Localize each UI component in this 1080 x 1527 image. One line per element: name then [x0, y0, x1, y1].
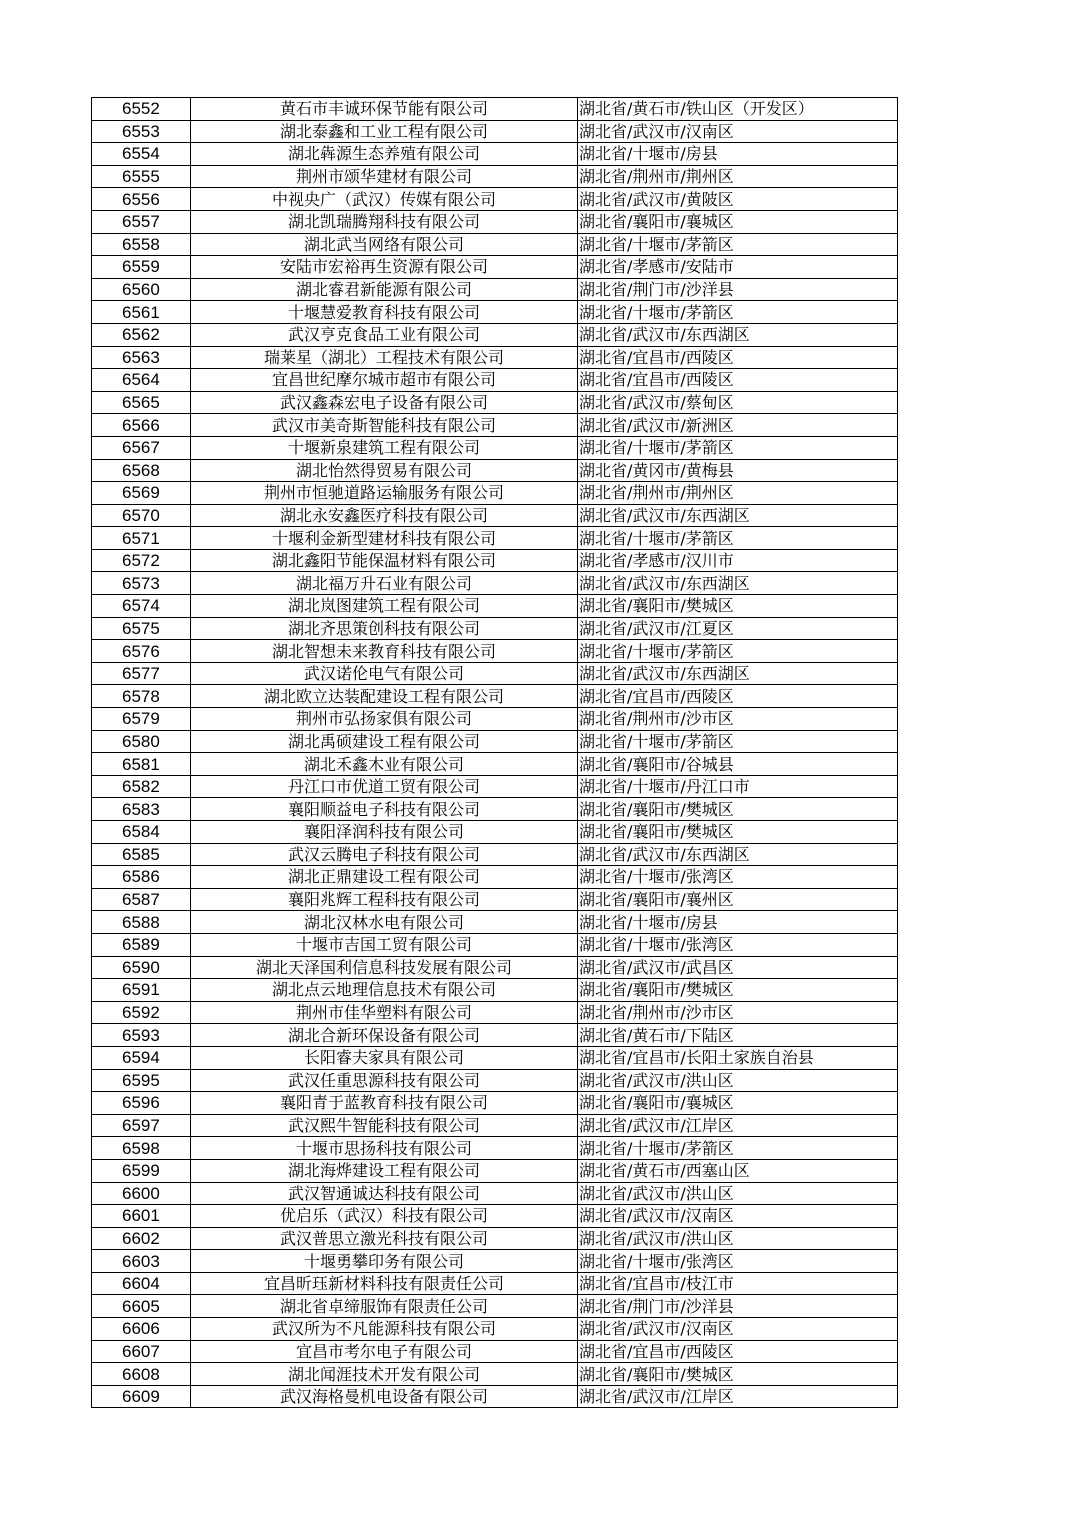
table-row [92, 866, 898, 889]
row-number: 6585 [92, 843, 191, 866]
region: 湖北省/孝感市/安陆市 [578, 256, 898, 279]
region: 湖北省/襄阳市/襄城区 [578, 210, 898, 233]
row-number: 6598 [92, 1137, 191, 1160]
company-name: 中视央广（武汉）传媒有限公司 [191, 188, 578, 211]
row-number: 6558 [92, 233, 191, 256]
region: 湖北省/宜昌市/西陵区 [578, 346, 898, 369]
region: 湖北省/十堰市/茅箭区 [578, 301, 898, 324]
row-number: 6607 [92, 1340, 191, 1363]
row-number: 6605 [92, 1295, 191, 1318]
row-number: 6579 [92, 708, 191, 731]
company-name: 宜昌世纪摩尔城市超市有限公司 [191, 369, 578, 392]
region: 湖北省/十堰市/茅箭区 [578, 730, 898, 753]
table-row [92, 572, 898, 595]
row-number: 6555 [92, 165, 191, 188]
region: 湖北省/荆门市/沙洋县 [578, 278, 898, 301]
table-row [92, 1318, 898, 1341]
company-table [91, 97, 898, 1408]
region: 湖北省/武汉市/武昌区 [578, 956, 898, 979]
company-name: 湖北凯瑞腾翔科技有限公司 [191, 210, 578, 233]
table-row [92, 165, 898, 188]
company-name: 湖北武当网络有限公司 [191, 233, 578, 256]
company-name: 武汉智通诚达科技有限公司 [191, 1182, 578, 1205]
row-number: 6560 [92, 278, 191, 301]
company-name: 武汉海格曼机电设备有限公司 [191, 1385, 578, 1408]
row-number: 6580 [92, 730, 191, 753]
region: 湖北省/宜昌市/西陵区 [578, 1340, 898, 1363]
table-row [92, 1340, 898, 1363]
region: 湖北省/黄石市/西塞山区 [578, 1159, 898, 1182]
table-row [92, 1114, 898, 1137]
region: 湖北省/武汉市/江岸区 [578, 1114, 898, 1137]
row-number: 6577 [92, 662, 191, 685]
region: 湖北省/十堰市/房县 [578, 143, 898, 166]
company-name: 湖北齐思策创科技有限公司 [191, 617, 578, 640]
company-name: 优启乐（武汉）科技有限公司 [191, 1205, 578, 1228]
row-number: 6564 [92, 369, 191, 392]
region: 湖北省/十堰市/张湾区 [578, 933, 898, 956]
region: 湖北省/武汉市/汉南区 [578, 1318, 898, 1341]
table-row [92, 301, 898, 324]
table-row [92, 595, 898, 618]
row-number: 6583 [92, 798, 191, 821]
table-row [92, 1363, 898, 1386]
company-name: 湖北泰鑫和工业工程有限公司 [191, 120, 578, 143]
row-number: 6572 [92, 549, 191, 572]
row-number: 6587 [92, 888, 191, 911]
region: 湖北省/黄冈市/黄梅县 [578, 459, 898, 482]
row-number: 6552 [92, 98, 191, 121]
region: 湖北省/十堰市/张湾区 [578, 1250, 898, 1273]
table-row [92, 821, 898, 844]
company-name: 襄阳泽润科技有限公司 [191, 821, 578, 844]
region: 湖北省/武汉市/洪山区 [578, 1182, 898, 1205]
table-row [92, 1182, 898, 1205]
table-row [92, 1250, 898, 1273]
company-name: 瑞莱星（湖北）工程技术有限公司 [191, 346, 578, 369]
company-name: 武汉任重思源科技有限公司 [191, 1069, 578, 1092]
company-name: 湖北天泽国利信息科技发展有限公司 [191, 956, 578, 979]
company-name: 宜昌市考尔电子有限公司 [191, 1340, 578, 1363]
region: 湖北省/襄阳市/襄州区 [578, 888, 898, 911]
company-name: 湖北欧立达装配建设工程有限公司 [191, 685, 578, 708]
row-number: 6601 [92, 1205, 191, 1228]
company-name: 十堰市思扬科技有限公司 [191, 1137, 578, 1160]
company-name: 湖北犇源生态养殖有限公司 [191, 143, 578, 166]
row-number: 6588 [92, 911, 191, 934]
company-name: 湖北福万升石业有限公司 [191, 572, 578, 595]
table-row [92, 1159, 898, 1182]
company-name: 湖北禹硕建设工程有限公司 [191, 730, 578, 753]
region: 湖北省/荆州市/沙市区 [578, 1001, 898, 1024]
row-number: 6554 [92, 143, 191, 166]
region: 湖北省/武汉市/汉南区 [578, 120, 898, 143]
row-number: 6574 [92, 595, 191, 618]
table-row [92, 98, 898, 121]
table-row [92, 120, 898, 143]
region: 湖北省/宜昌市/枝江市 [578, 1272, 898, 1295]
row-number: 6573 [92, 572, 191, 595]
table-row [92, 956, 898, 979]
row-number: 6600 [92, 1182, 191, 1205]
company-name: 湖北智想未来教育科技有限公司 [191, 640, 578, 663]
region: 湖北省/襄阳市/樊城区 [578, 595, 898, 618]
company-name: 武汉普思立激光科技有限公司 [191, 1227, 578, 1250]
company-name: 武汉亨克食品工业有限公司 [191, 323, 578, 346]
row-number: 6603 [92, 1250, 191, 1273]
region: 湖北省/武汉市/新洲区 [578, 414, 898, 437]
company-name: 武汉鑫森宏电子设备有限公司 [191, 391, 578, 414]
company-name: 荆州市弘扬家俱有限公司 [191, 708, 578, 731]
table-row [92, 753, 898, 776]
row-number: 6592 [92, 1001, 191, 1024]
region: 湖北省/十堰市/张湾区 [578, 866, 898, 889]
company-name: 宜昌昕珏新材料科技有限责任公司 [191, 1272, 578, 1295]
table-row [92, 685, 898, 708]
region: 湖北省/襄阳市/襄城区 [578, 1092, 898, 1115]
table-row [92, 459, 898, 482]
company-name: 荆州市颂华建材有限公司 [191, 165, 578, 188]
region: 湖北省/襄阳市/樊城区 [578, 979, 898, 1002]
row-number: 6593 [92, 1024, 191, 1047]
company-name: 湖北怡然得贸易有限公司 [191, 459, 578, 482]
company-name: 湖北禾鑫木业有限公司 [191, 753, 578, 776]
row-number: 6595 [92, 1069, 191, 1092]
row-number: 6569 [92, 482, 191, 505]
company-name: 湖北海烨建设工程有限公司 [191, 1159, 578, 1182]
row-number: 6566 [92, 414, 191, 437]
table-row [92, 1272, 898, 1295]
region: 湖北省/襄阳市/樊城区 [578, 798, 898, 821]
company-name: 襄阳顺益电子科技有限公司 [191, 798, 578, 821]
region: 湖北省/武汉市/蔡甸区 [578, 391, 898, 414]
table-row [92, 527, 898, 550]
company-name: 荆州市恒驰道路运输服务有限公司 [191, 482, 578, 505]
row-number: 6565 [92, 391, 191, 414]
company-name: 武汉云腾电子科技有限公司 [191, 843, 578, 866]
table-row [92, 888, 898, 911]
row-number: 6602 [92, 1227, 191, 1250]
table-row [92, 436, 898, 459]
company-name: 十堰新泉建筑工程有限公司 [191, 436, 578, 459]
region: 湖北省/荆门市/沙洋县 [578, 1295, 898, 1318]
company-table-body [92, 98, 898, 1408]
table-row [92, 188, 898, 211]
region: 湖北省/宜昌市/西陵区 [578, 685, 898, 708]
row-number: 6596 [92, 1092, 191, 1115]
company-name: 十堰慧爱教育科技有限公司 [191, 301, 578, 324]
row-number: 6559 [92, 256, 191, 279]
row-number: 6582 [92, 775, 191, 798]
row-number: 6575 [92, 617, 191, 640]
table-row [92, 504, 898, 527]
region: 湖北省/荆州市/荆州区 [578, 482, 898, 505]
table-row [92, 1001, 898, 1024]
region: 湖北省/武汉市/江夏区 [578, 617, 898, 640]
company-name: 长阳睿夫家具有限公司 [191, 1046, 578, 1069]
table-row [92, 617, 898, 640]
row-number: 6606 [92, 1318, 191, 1341]
region: 湖北省/武汉市/江岸区 [578, 1385, 898, 1408]
row-number: 6581 [92, 753, 191, 776]
row-number: 6557 [92, 210, 191, 233]
table-row [92, 210, 898, 233]
table-row [92, 278, 898, 301]
row-number: 6591 [92, 979, 191, 1002]
table-row [92, 1069, 898, 1092]
row-number: 6589 [92, 933, 191, 956]
company-name: 武汉所为不凡能源科技有限公司 [191, 1318, 578, 1341]
row-number: 6563 [92, 346, 191, 369]
table-row [92, 369, 898, 392]
table-row [92, 1137, 898, 1160]
region: 湖北省/宜昌市/长阳土家族自治县 [578, 1046, 898, 1069]
region: 湖北省/武汉市/东西湖区 [578, 504, 898, 527]
row-number: 6570 [92, 504, 191, 527]
region: 湖北省/黄石市/下陆区 [578, 1024, 898, 1047]
company-name: 湖北闻涯技术开发有限公司 [191, 1363, 578, 1386]
row-number: 6584 [92, 821, 191, 844]
table-row [92, 1046, 898, 1069]
region: 湖北省/宜昌市/西陵区 [578, 369, 898, 392]
company-name: 武汉市美奇斯智能科技有限公司 [191, 414, 578, 437]
company-name: 荆州市佳华塑料有限公司 [191, 1001, 578, 1024]
company-name: 武汉熙牛智能科技有限公司 [191, 1114, 578, 1137]
company-name: 十堰勇攀印务有限公司 [191, 1250, 578, 1273]
table-row [92, 662, 898, 685]
table-row [92, 414, 898, 437]
table-row [92, 933, 898, 956]
region: 湖北省/十堰市/茅箭区 [578, 436, 898, 459]
table-row [92, 143, 898, 166]
company-name: 湖北睿君新能源有限公司 [191, 278, 578, 301]
region: 湖北省/十堰市/茅箭区 [578, 640, 898, 663]
row-number: 6590 [92, 956, 191, 979]
row-number: 6599 [92, 1159, 191, 1182]
region: 湖北省/武汉市/东西湖区 [578, 843, 898, 866]
company-name: 安陆市宏裕再生资源有限公司 [191, 256, 578, 279]
region: 湖北省/荆州市/沙市区 [578, 708, 898, 731]
row-number: 6553 [92, 120, 191, 143]
row-number: 6604 [92, 1272, 191, 1295]
region: 湖北省/襄阳市/樊城区 [578, 1363, 898, 1386]
region: 湖北省/十堰市/茅箭区 [578, 527, 898, 550]
company-name: 湖北点云地理信息技术有限公司 [191, 979, 578, 1002]
company-name: 襄阳青于蓝教育科技有限公司 [191, 1092, 578, 1115]
table-row [92, 1092, 898, 1115]
row-number: 6568 [92, 459, 191, 482]
table-row [92, 843, 898, 866]
region: 湖北省/十堰市/茅箭区 [578, 1137, 898, 1160]
row-number: 6561 [92, 301, 191, 324]
region: 湖北省/武汉市/东西湖区 [578, 572, 898, 595]
region: 湖北省/黄石市/铁山区（开发区） [578, 98, 898, 121]
company-name: 丹江口市优道工贸有限公司 [191, 775, 578, 798]
company-name: 襄阳兆辉工程科技有限公司 [191, 888, 578, 911]
region: 湖北省/襄阳市/樊城区 [578, 821, 898, 844]
table-row [92, 1227, 898, 1250]
company-name: 湖北岚图建筑工程有限公司 [191, 595, 578, 618]
region: 湖北省/十堰市/丹江口市 [578, 775, 898, 798]
table-row [92, 979, 898, 1002]
region: 湖北省/武汉市/东西湖区 [578, 662, 898, 685]
region: 湖北省/十堰市/房县 [578, 911, 898, 934]
table-row [92, 730, 898, 753]
region: 湖北省/武汉市/汉南区 [578, 1205, 898, 1228]
company-name: 湖北汉林水电有限公司 [191, 911, 578, 934]
row-number: 6608 [92, 1363, 191, 1386]
table-row [92, 346, 898, 369]
row-number: 6562 [92, 323, 191, 346]
region: 湖北省/孝感市/汉川市 [578, 549, 898, 572]
company-name: 武汉诺伦电气有限公司 [191, 662, 578, 685]
table-row [92, 640, 898, 663]
table-row [92, 798, 898, 821]
row-number: 6576 [92, 640, 191, 663]
row-number: 6586 [92, 866, 191, 889]
table-row [92, 1385, 898, 1408]
company-name: 十堰市吉国工贸有限公司 [191, 933, 578, 956]
row-number: 6567 [92, 436, 191, 459]
company-name: 湖北省卓缔服饰有限责任公司 [191, 1295, 578, 1318]
table-row [92, 708, 898, 731]
company-name: 湖北鑫阳节能保温材料有限公司 [191, 549, 578, 572]
region: 湖北省/十堰市/茅箭区 [578, 233, 898, 256]
region: 湖北省/荆州市/荆州区 [578, 165, 898, 188]
region: 湖北省/武汉市/东西湖区 [578, 323, 898, 346]
table-row [92, 323, 898, 346]
row-number: 6571 [92, 527, 191, 550]
row-number: 6609 [92, 1385, 191, 1408]
region: 湖北省/襄阳市/谷城县 [578, 753, 898, 776]
row-number: 6556 [92, 188, 191, 211]
company-name: 湖北合新环保设备有限公司 [191, 1024, 578, 1047]
row-number: 6594 [92, 1046, 191, 1069]
table-row [92, 911, 898, 934]
table-row [92, 482, 898, 505]
company-name: 湖北永安鑫医疗科技有限公司 [191, 504, 578, 527]
table-row [92, 1024, 898, 1047]
table-row [92, 233, 898, 256]
row-number: 6578 [92, 685, 191, 708]
table-row [92, 1295, 898, 1318]
table-row [92, 256, 898, 279]
table-row [92, 775, 898, 798]
table-row [92, 391, 898, 414]
region: 湖北省/武汉市/黄陂区 [578, 188, 898, 211]
table-row [92, 1205, 898, 1228]
region: 湖北省/武汉市/洪山区 [578, 1069, 898, 1092]
table-row [92, 549, 898, 572]
region: 湖北省/武汉市/洪山区 [578, 1227, 898, 1250]
company-name: 十堰利金新型建材科技有限公司 [191, 527, 578, 550]
row-number: 6597 [92, 1114, 191, 1137]
company-name: 黄石市丰诚环保节能有限公司 [191, 98, 578, 121]
company-name: 湖北正鼎建设工程有限公司 [191, 866, 578, 889]
